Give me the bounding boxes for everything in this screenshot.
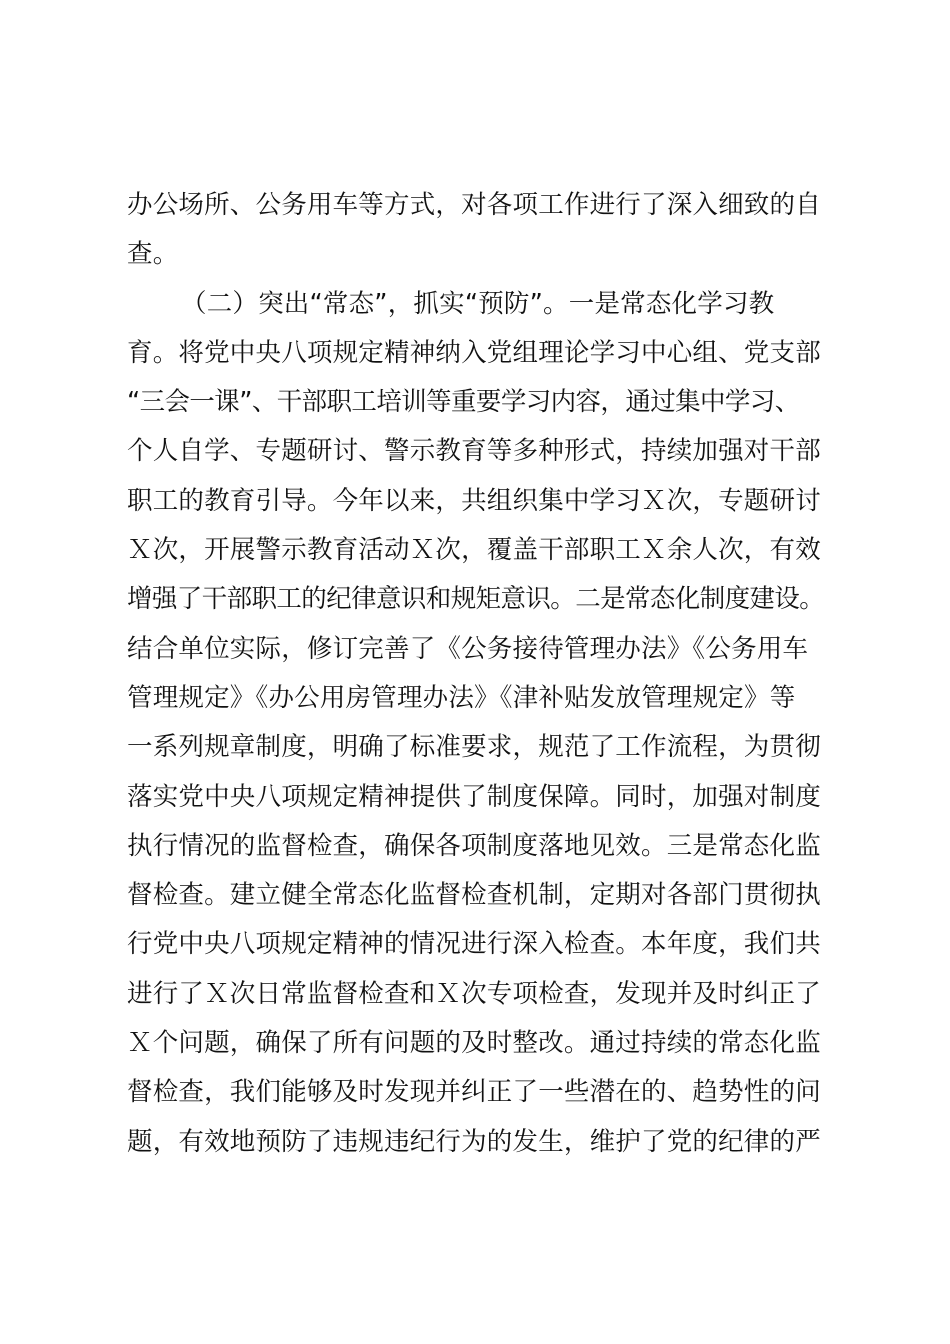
- text-line: 增强了干部职工的纪律意识和规矩意识。二是常态化制度建设。: [127, 584, 825, 615]
- text-line: 督检查，我们能够及时发现并纠正了一些潜在的、趋势性的问: [127, 1077, 821, 1108]
- text-line: 职工的教育引导。今年以来，共组织集中学习Ｘ次，专题研讨: [127, 485, 821, 516]
- text-line: 办公场所、公务用车等方式，对各项工作进行了深入细致的自: [127, 190, 821, 220]
- text-line: 结合单位实际，修订完善了《公务接待管理办法》《公务用车: [127, 633, 809, 664]
- text-line: 一系列规章制度，明确了标准要求，规范了工作流程，为贯彻: [127, 732, 821, 763]
- text-line: Ｘ个问题，确保了所有问题的及时整改。通过持续的常态化监: [127, 1028, 821, 1059]
- text-line: 查。: [127, 239, 179, 270]
- text-line: 育。将党中央八项规定精神纳入党组理论学习中心组、党支部: [127, 337, 821, 368]
- text-line: 行党中央八项规定精神的情况进行深入检查。本年度，我们共: [127, 929, 821, 960]
- text-line: 执行情况的监督检查，确保各项制度落地见效。三是常态化监: [127, 830, 821, 861]
- text-line: 落实党中央八项规定精神提供了制度保障。同时，加强对制度: [127, 781, 821, 812]
- text-line: 管理规定》《办公用房管理办法》《津补贴发放管理规定》等: [127, 682, 796, 713]
- text-line: Ｘ次，开展警示教育活动Ｘ次，覆盖干部职工Ｘ余人次，有效: [127, 535, 821, 566]
- text-line: 进行了Ｘ次日常监督检查和Ｘ次专项检查，发现并及时纠正了: [127, 978, 821, 1009]
- text-line: 督检查。建立健全常态化监督检查机制，定期对各部门贯彻执: [127, 880, 821, 911]
- body-text: [127, 181, 847, 1167]
- section-heading-line: （二）突出“常态”，抓实“预防”。一是常态化学习教: [181, 288, 775, 319]
- text-line: 题，有效地预防了违规违纪行为的发生，维护了党的纪律的严: [127, 1126, 821, 1157]
- text-line: “三会一课”、干部职工培训等重要学习内容，通过集中学习、: [127, 387, 800, 418]
- text-line: 个人自学、专题研讨、警示教育等多种形式，持续加强对干部: [127, 436, 821, 467]
